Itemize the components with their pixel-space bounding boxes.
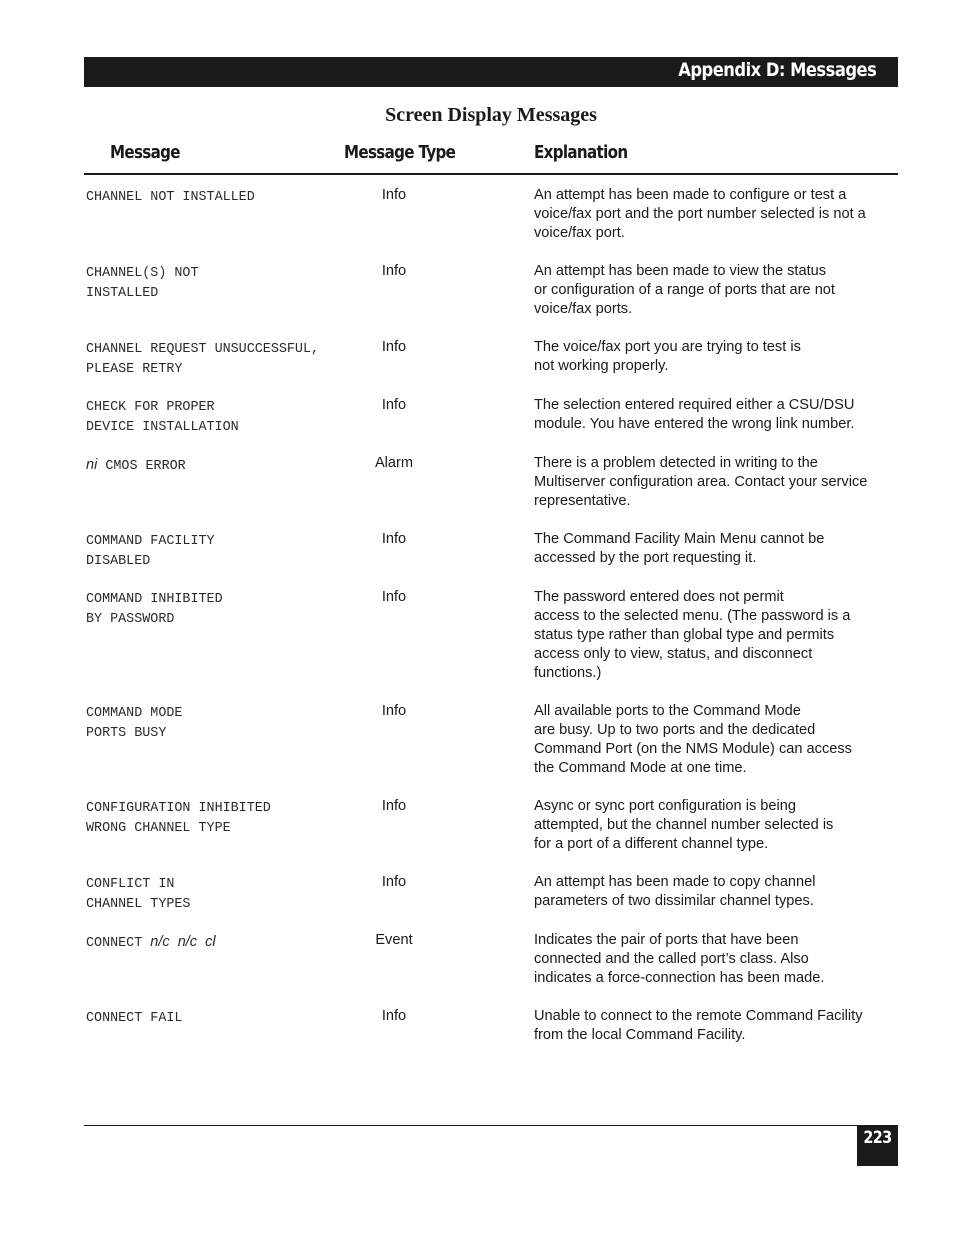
message-type: Info (381, 589, 407, 605)
message-fragment: DISABLED (86, 553, 151, 569)
message-type: Alarm (374, 455, 414, 471)
message-text (86, 933, 376, 954)
column-header-message-type: Message Type (344, 142, 456, 163)
explanation-text (534, 396, 898, 434)
message-type: Event (375, 932, 413, 948)
message-fragment: CONFLICT IN (86, 877, 175, 892)
message-text (86, 704, 376, 743)
explanation-text (534, 702, 898, 778)
message-fragment: CHANNEL NOT INSTALLED (86, 190, 255, 205)
explanation-line: status type rather than global type and permits (534, 627, 835, 643)
explanation-line: connected and the called port’s class. Also (534, 951, 809, 967)
explanation-text (534, 186, 898, 243)
explanation-text (534, 530, 898, 568)
explanation-text (534, 873, 898, 911)
message-text (86, 590, 376, 629)
message-fragment: CMOS ERROR (97, 459, 186, 474)
message-fragment: INSTALLED (86, 285, 159, 301)
message-fragment: CONNECT (86, 936, 151, 951)
message-line (86, 398, 376, 418)
explanation-line: Indicates the pair of ports that have been (534, 932, 799, 948)
message-fragment: CHANNEL TYPES (86, 896, 191, 912)
explanation-line: The voice/fax port you are trying to test is (534, 339, 801, 355)
message-fragment: COMMAND FACILITY (86, 534, 215, 549)
explanation-line: Async or sync port configuration is being (534, 798, 797, 814)
message-fragment: BY PASSWORD (86, 611, 175, 627)
message-variable: ni (86, 457, 98, 473)
explanation-text (534, 338, 898, 376)
message-text (86, 456, 376, 477)
message-line (86, 284, 376, 304)
message-text (86, 799, 376, 838)
message-fragment: PORTS BUSY (86, 725, 167, 741)
explanation-line: module. You have entered the wrong link number. (534, 416, 855, 432)
message-type: Info (381, 703, 407, 719)
explanation-line: voice/fax port and the port number selected is not a (534, 206, 866, 222)
message-line (86, 799, 376, 819)
message-line (86, 360, 376, 380)
column-header-explanation: Explanation (534, 142, 628, 163)
message-line (86, 933, 376, 954)
message-line (86, 264, 376, 284)
message-line (86, 610, 376, 630)
explanation-line: not working properly. (534, 358, 669, 374)
explanation-line: The selection entered required either a CSU/DSU (534, 397, 855, 413)
message-text (86, 398, 376, 437)
message-line (86, 532, 376, 552)
header-rule (84, 173, 898, 175)
explanation-line: All available ports to the Command Mode (534, 703, 801, 719)
message-line (86, 819, 376, 839)
page-number-box (857, 1125, 898, 1166)
explanation-text (534, 797, 898, 854)
column-header-message: Message (110, 142, 180, 163)
message-type: Info (381, 263, 407, 279)
explanation-line: the Command Mode at one time. (534, 760, 747, 776)
message-fragment: COMMAND INHIBITED (86, 592, 223, 607)
message-line (86, 895, 376, 915)
header-bar (84, 57, 898, 87)
explanation-line: indicates a force-connection has been made. (534, 970, 825, 986)
message-line (86, 188, 376, 208)
message-type: Info (381, 874, 407, 890)
explanation-line: There is a problem detected in writing to the (534, 455, 818, 471)
explanation-line: functions.) (534, 665, 602, 681)
message-text (86, 188, 376, 208)
explanation-line: An attempt has been made to copy channel (534, 874, 816, 890)
explanation-line: An attempt has been made to configure or test a (534, 187, 847, 203)
explanation-line: accessed by the port requesting it. (534, 550, 757, 566)
explanation-line: are busy. Up to two ports and the dedicated (534, 722, 816, 738)
message-fragment: CHANNEL(S) NOT (86, 266, 199, 281)
explanation-text (534, 931, 898, 988)
message-line (86, 340, 376, 360)
explanation-line: The password entered does not permit (534, 589, 784, 605)
explanation-line: Command Port (on the NMS Module) can access (534, 741, 852, 757)
message-fragment: WRONG CHANNEL TYPE (86, 820, 231, 836)
explanation-line: from the local Command Facility. (534, 1027, 746, 1043)
message-fragment: CHANNEL REQUEST UNSUCCESSFUL, (86, 342, 320, 357)
message-line (86, 875, 376, 895)
explanation-line: voice/fax port. (534, 225, 625, 241)
header-title: Appendix D: Messages (677, 59, 876, 81)
message-line (86, 590, 376, 610)
explanation-line: Multiserver configuration area. Contact your service (534, 474, 868, 490)
message-type: Info (381, 531, 407, 547)
message-fragment: DEVICE INSTALLATION (86, 419, 239, 435)
section-title: Screen Display Messages (385, 104, 597, 126)
message-type: Info (381, 397, 407, 413)
explanation-line: representative. (534, 493, 631, 509)
message-text (86, 340, 376, 379)
explanation-line: attempted, but the channel number selected is (534, 817, 834, 833)
message-fragment: PLEASE RETRY (86, 361, 183, 377)
explanation-line: access to the selected menu. (The password is a (534, 608, 851, 624)
message-line (86, 456, 376, 477)
explanation-text (534, 588, 898, 683)
explanation-line: Unable to connect to the remote Command Facility (534, 1008, 863, 1024)
message-fragment: CONFIGURATION INHIBITED (86, 801, 271, 816)
explanation-line: The Command Facility Main Menu cannot be (534, 531, 825, 547)
page-number: 223 (863, 1128, 892, 1148)
explanation-text (534, 262, 898, 319)
message-line (86, 418, 376, 438)
message-type: Info (381, 339, 407, 355)
message-text (86, 1009, 376, 1029)
message-fragment: CONNECT FAIL (86, 1011, 183, 1026)
message-type: Info (381, 1008, 407, 1024)
explanation-line: voice/fax ports. (534, 301, 633, 317)
message-type: Info (381, 798, 407, 814)
footer-rule (84, 1125, 898, 1126)
message-line (86, 704, 376, 724)
explanation-line: An attempt has been made to view the status (534, 263, 827, 279)
message-text (86, 875, 376, 914)
explanation-line: for a port of a different channel type. (534, 836, 769, 852)
message-line (86, 552, 376, 572)
message-text (86, 264, 376, 303)
message-type: Info (381, 187, 407, 203)
explanation-line: parameters of two dissimilar channel types. (534, 893, 814, 909)
message-fragment: COMMAND MODE (86, 706, 183, 721)
explanation-text (534, 1007, 898, 1045)
message-line (86, 724, 376, 744)
explanation-line: access only to view, status, and disconnect (534, 646, 813, 662)
explanation-line: or configuration of a range of ports that are not (534, 282, 835, 298)
message-line (86, 1009, 376, 1029)
explanation-text (534, 454, 898, 511)
message-variable: n/c n/c cl (150, 934, 216, 950)
message-text (86, 532, 376, 571)
message-fragment: CHECK FOR PROPER (86, 400, 215, 415)
